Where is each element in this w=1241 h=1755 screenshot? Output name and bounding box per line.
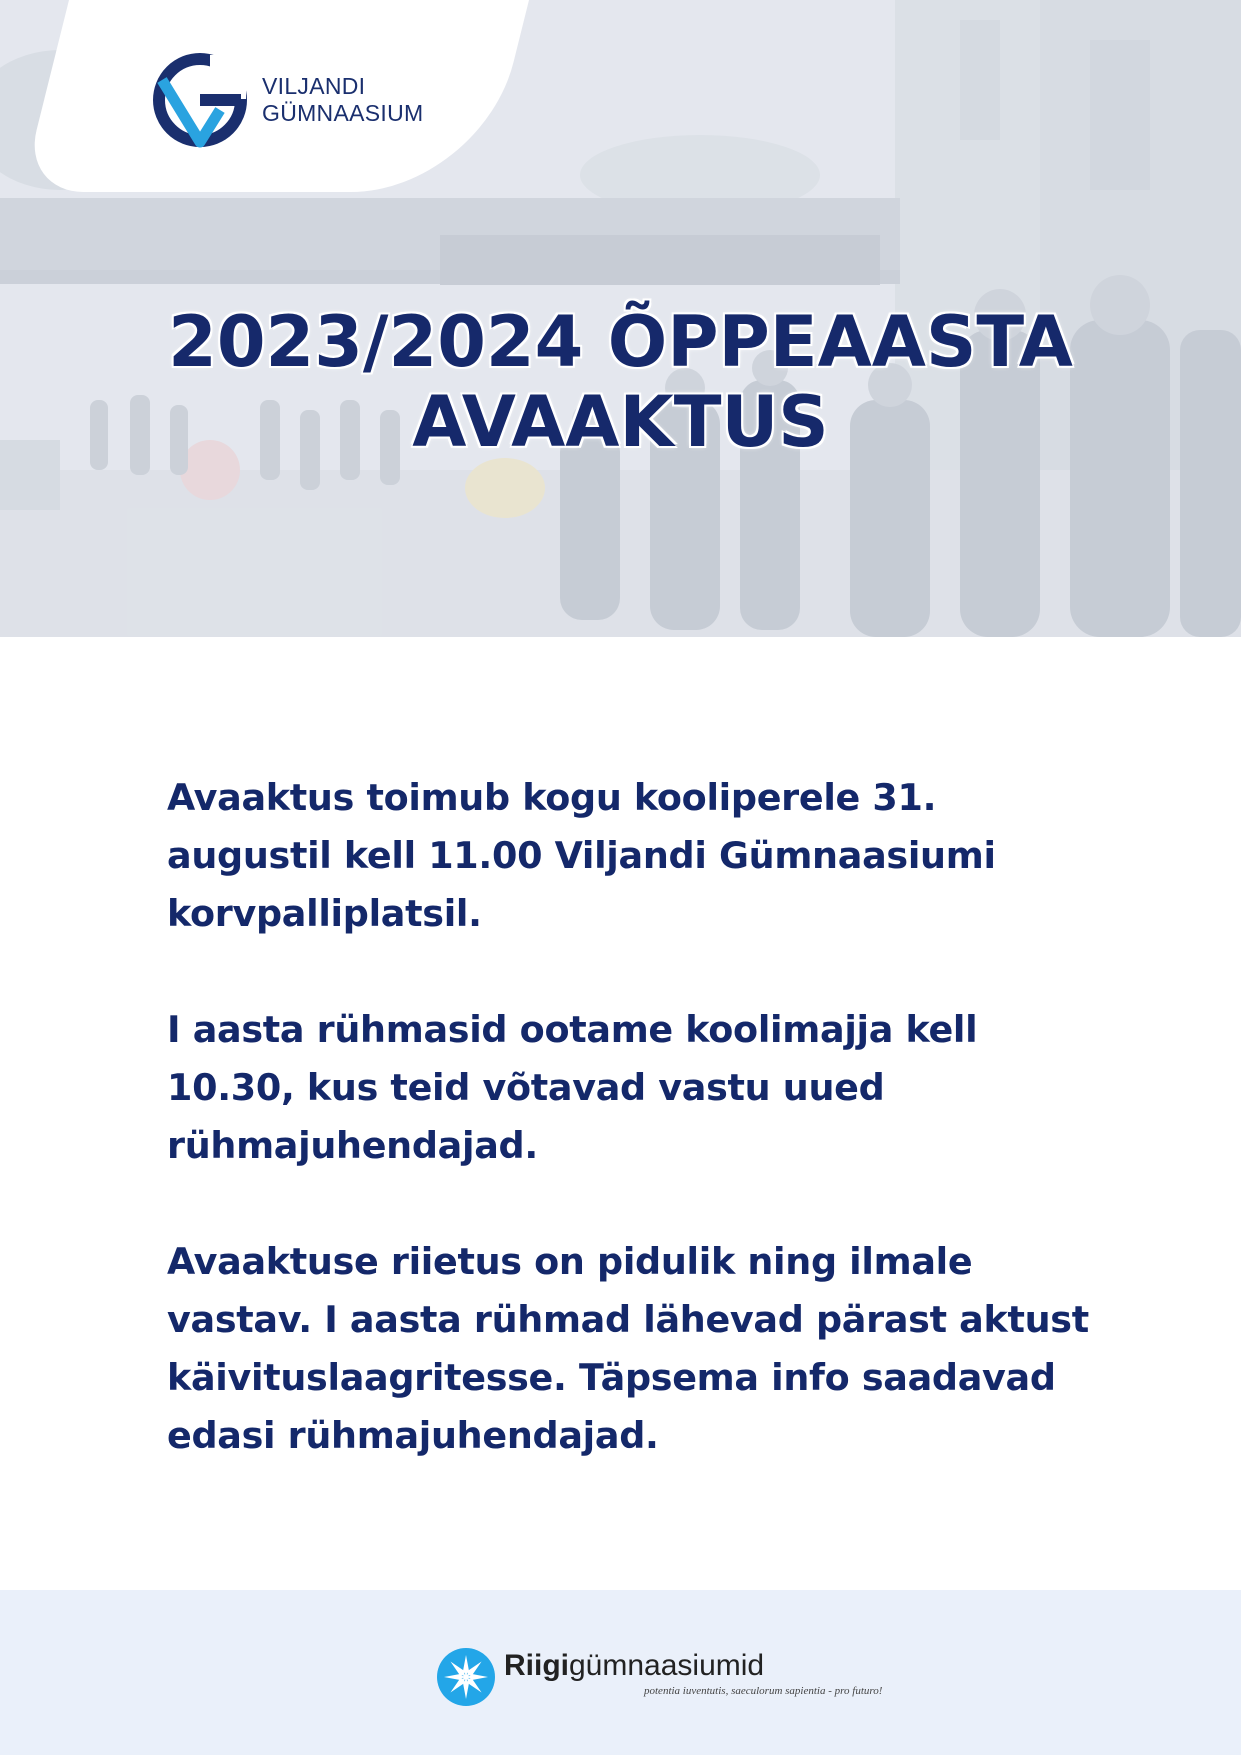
title-line-2: AVAAKTUS [412, 381, 829, 463]
page-title [0, 302, 1241, 462]
snowflake-star-icon [436, 1647, 496, 1707]
title-line-1: 2023/2024 ÕPPEAASTA [168, 301, 1073, 383]
footer-logo-rest: gümnaasiumid [569, 1649, 765, 1682]
footer-logo-bold: Riigi [504, 1649, 569, 1682]
riigigumnaasiumid-logo[interactable] [436, 1647, 882, 1707]
school-logo[interactable] [150, 48, 470, 152]
paragraph-ceremony-time: Avaaktus toimub kogu kooliperele 31. augustil kell 11.00 Viljandi Gümnaasiumi korvpalliplatsil. [167, 776, 996, 935]
logo-line-1: VILJANDI [262, 73, 366, 99]
paragraph-first-year-groups: I aasta rühmasid ootame koolimajja kell 10.30, kus teid võtavad vastu uued rühmajuhendajad. [167, 1008, 978, 1167]
hero-banner [0, 0, 1241, 637]
logo-line-2: GÜMNAASIUM [262, 100, 424, 126]
footer-logo-name [504, 1649, 882, 1683]
announcement-body [167, 769, 1107, 1523]
viljandi-gumnaasium-logo-icon [150, 50, 250, 150]
footer-tagline: potentia iuventutis, saeculorum sapientia - pro futuro! [644, 1685, 883, 1697]
paragraph-dress-code: Avaaktuse riietus on pidulik ning ilmale vastav. I aasta rühmad lähevad pärast aktust käivituslaagritesse. Täpsema info saadavad edasi rühmajuhendajad. [167, 1240, 1089, 1457]
